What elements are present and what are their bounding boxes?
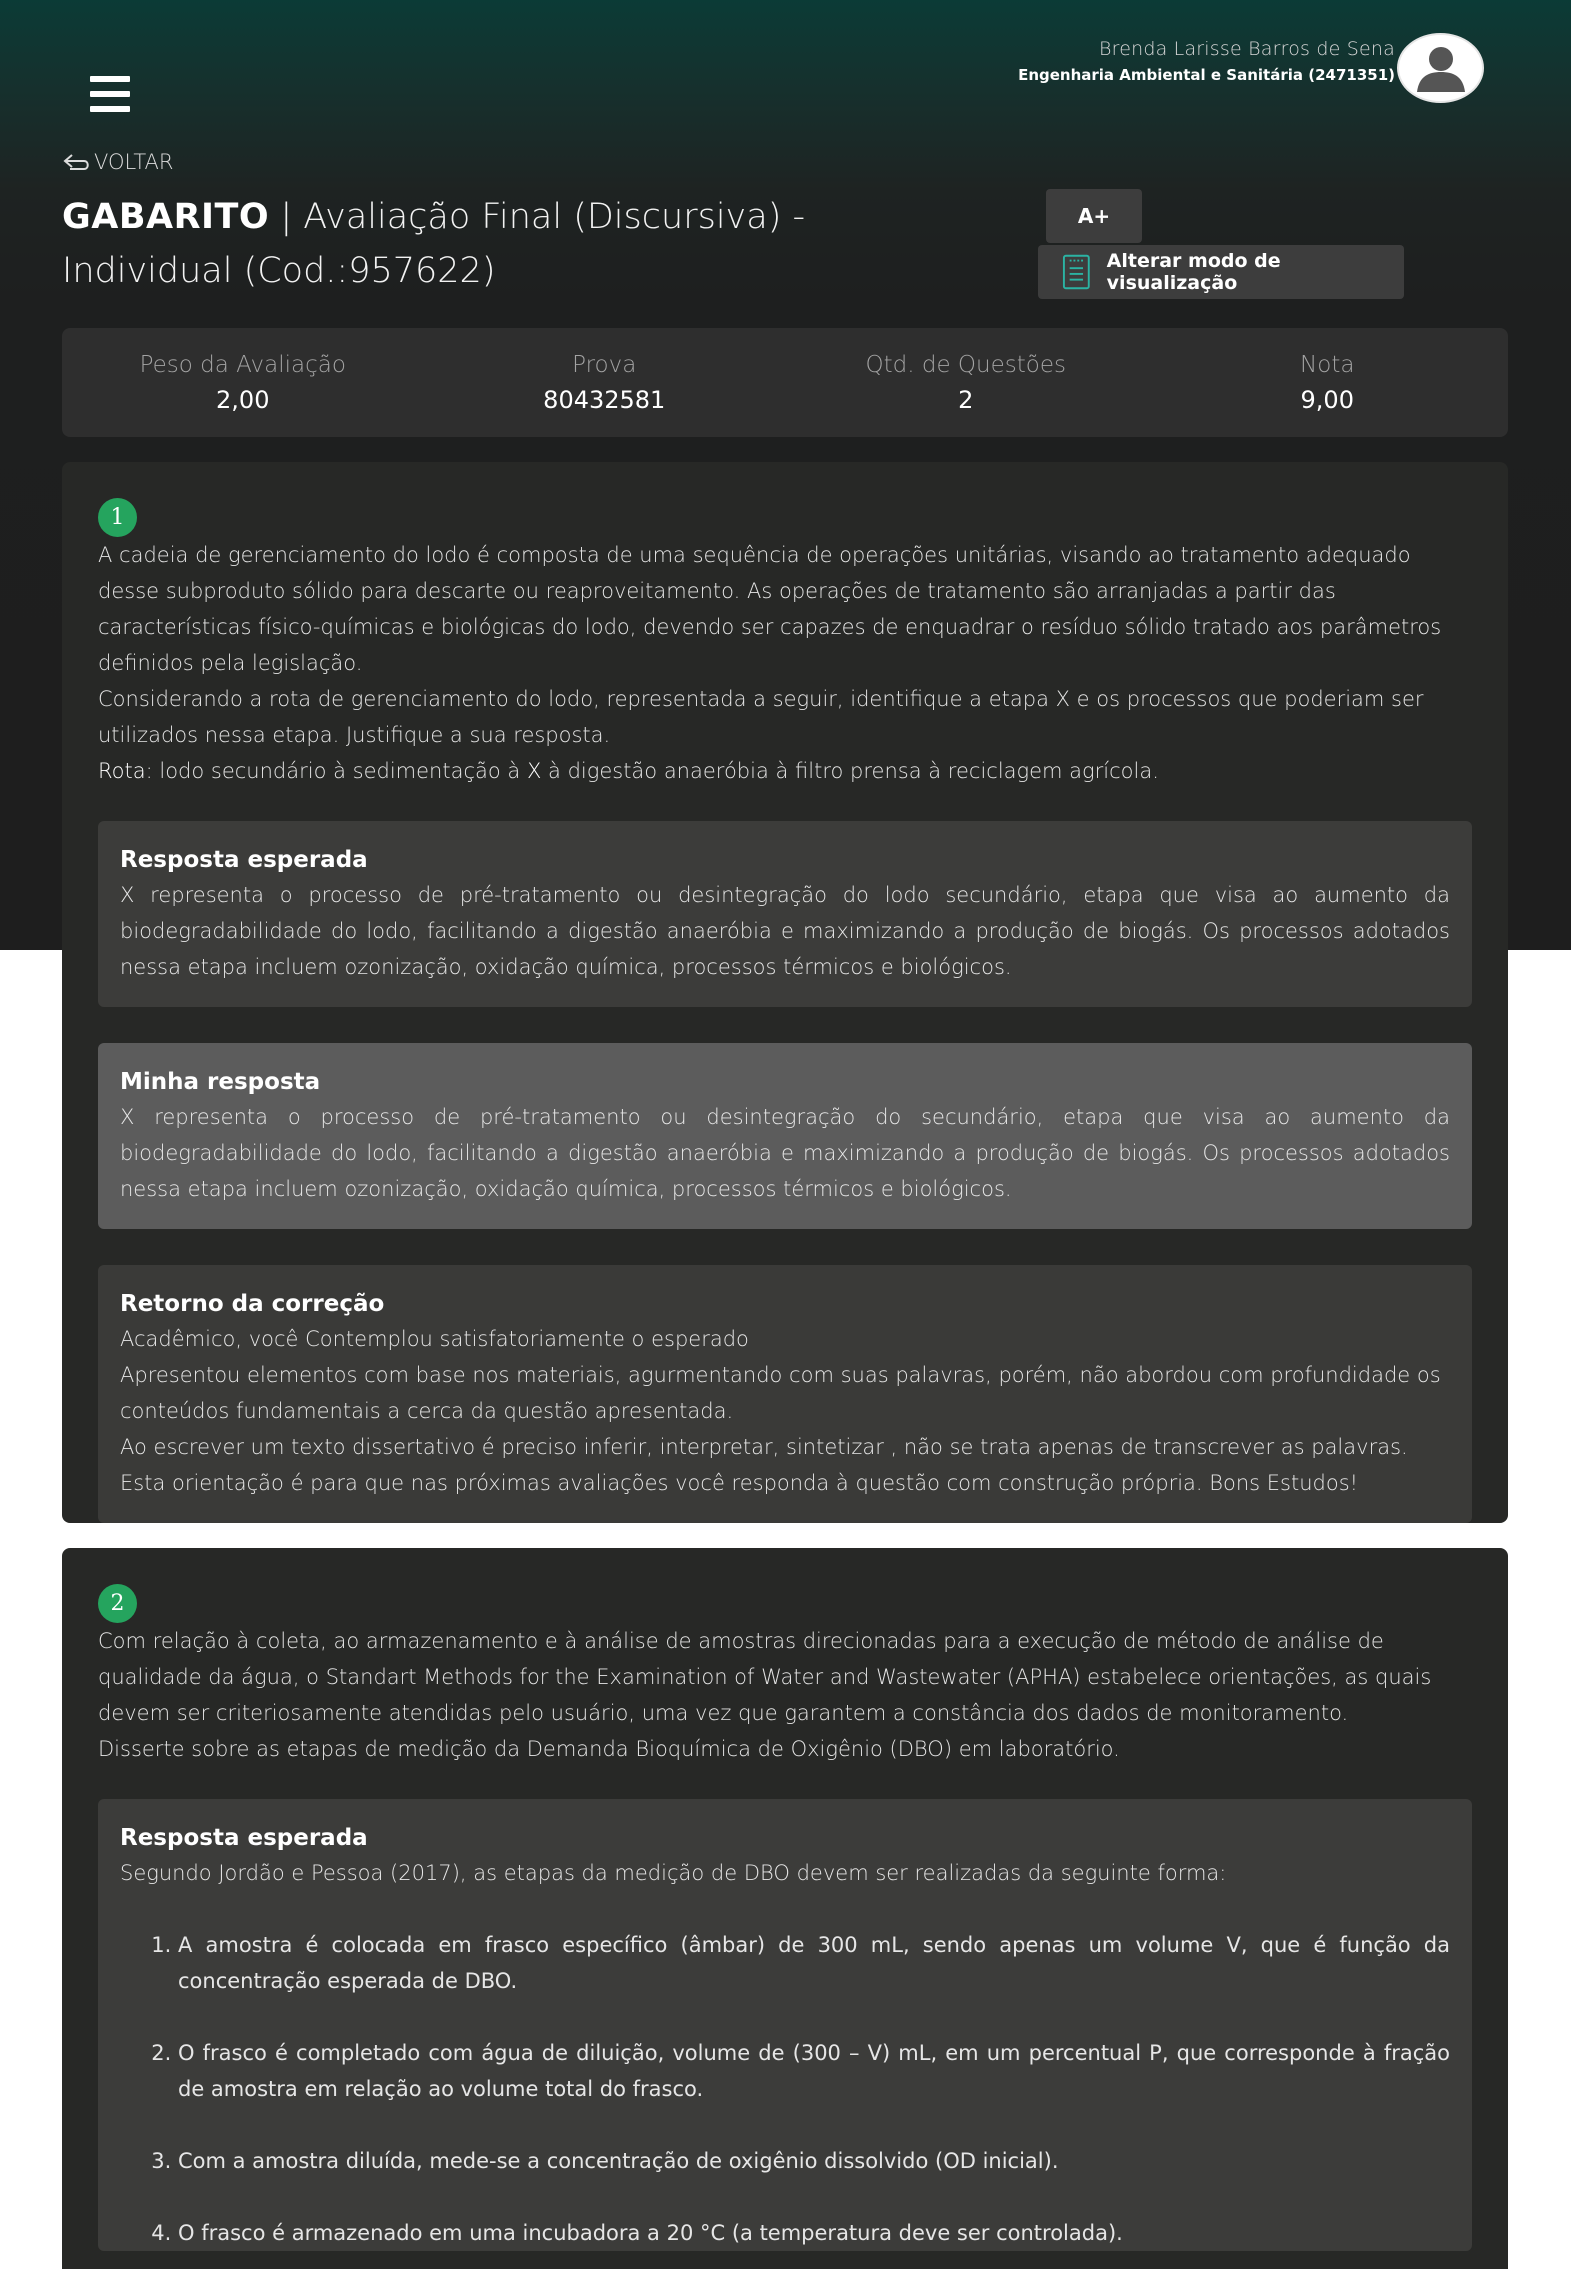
question-route	[98, 753, 1472, 789]
back-arrow-icon	[62, 152, 92, 172]
my-answer-box	[98, 1043, 1472, 1229]
view-mode-button[interactable]	[1038, 245, 1404, 299]
question-statement	[98, 537, 1472, 789]
expected-answer-title: Resposta esperada	[120, 847, 368, 873]
question-card-2	[62, 1548, 1508, 2269]
view-mode-label: Alterar modo de visualização	[1106, 250, 1281, 294]
document-icon	[1062, 253, 1091, 291]
summary-label: Prova	[572, 351, 637, 378]
page-title-rest: | Avaliação Final (Discursiva) - Individual (Cod.:957622)	[62, 197, 806, 291]
expected-answer-title: Resposta esperada	[120, 1825, 368, 1851]
feedback-title: Retorno da correção	[120, 1291, 385, 1317]
question-number-badge: 1	[98, 498, 137, 537]
expected-answer-box	[98, 1799, 1472, 2251]
back-link[interactable]	[62, 150, 174, 174]
route-x: X	[526, 759, 542, 783]
expected-answer-steps	[120, 1927, 1450, 2251]
evaluation-summary	[62, 328, 1508, 437]
expected-answer-text: X representa o processo de pré-tratamento ou desintegração do lodo secundário, etapa que visa ao aumento da biodegradabilidade do lodo, facilitando a digestão anaeróbia e maximizando a produção de biogás. Os processos adotados nessa etapa incluem ozonização, oxidação química, processos térmicos e biológicos.	[120, 883, 1450, 979]
route-label: Rota	[98, 759, 146, 783]
summary-value: 2	[958, 385, 974, 414]
summary-label: Peso da Avaliação	[139, 351, 346, 378]
list-item: 3. Com a amostra diluída, mede-se a concentração de oxigênio dissolvido (OD inicial).	[178, 2143, 1450, 2179]
menu-icon[interactable]	[90, 76, 130, 112]
question-card-1	[62, 462, 1508, 1523]
list-item: 2. O frasco é completado com água de diluição, volume de (300 – V) mL, em um percentual P, que corresponde à fração de amostra em relação ao volume total do frasco.	[178, 2035, 1450, 2107]
summary-weight	[62, 352, 424, 414]
feedback-line: Ao escrever um texto dissertativo é preciso inferir, interpretar, sintetizar , não se trata apenas de transcrever as palavras.	[120, 1435, 1408, 1459]
route-text: à digestão anaeróbia à filtro prensa à reciclagem agrícola.	[541, 759, 1159, 783]
increase-font-button[interactable]: A+	[1046, 189, 1142, 243]
summary-question-count	[785, 352, 1147, 414]
summary-value: 2,00	[216, 385, 270, 414]
question-paragraph: Com relação à coleta, ao armazenamento e à análise de amostras direcionadas para a execução de método de análise de qualidade da água, o Standart Methods for the Examination of Water and Wastewater (APHA) estabelece orientações, as quais devem ser criteriosamente atendidas pelo usuário, uma vez que garantem a constância dos dados de monitoramento.	[98, 1629, 1432, 1725]
feedback-box	[98, 1265, 1472, 1523]
question-paragraph: Considerando a rota de gerenciamento do lodo, representada a seguir, identifique a etapa X e os processos que poderiam ser utilizados nessa etapa. Justifique a sua resposta.	[98, 687, 1424, 747]
feedback-line: Acadêmico, você Contemplou satisfatoriamente o esperado	[120, 1327, 749, 1351]
feedback-line: Esta orientação é para que nas próximas avaliações você responda à questão com construção própria. Bons Estudos!	[120, 1471, 1359, 1495]
page-title	[62, 190, 882, 298]
question-number-badge: 2	[98, 1584, 137, 1623]
summary-value: 80432581	[543, 385, 666, 414]
expected-answer-box	[98, 821, 1472, 1007]
summary-exam	[424, 352, 786, 414]
my-answer-title: Minha resposta	[120, 1069, 321, 1095]
question-paragraph: Disserte sobre as etapas de medição da Demanda Bioquímica de Oxigênio (DBO) em laboratório.	[98, 1737, 1120, 1761]
user-course: Engenharia Ambiental e Sanitária (2471351)	[1018, 66, 1395, 84]
list-item: 1. A amostra é colocada em frasco específico (âmbar) de 300 mL, sendo apenas um volume V, que é função da concentração esperada de DBO.	[178, 1927, 1450, 1999]
list-item: 4. O frasco é armazenado em uma incubadora a 20 °C (a temperatura deve ser controlada).	[178, 2215, 1450, 2251]
question-paragraph: A cadeia de gerenciamento do lodo é composta de uma sequência de operações unitárias, visando ao tratamento adequado desse subproduto sólido para descarte ou reaproveitamento. As operações de tratamento são arranjadas a partir das características físico-químicas e biológicas do lodo, devendo ser capazes de enquadrar o resíduo sólido tratado aos parâmetros definidos pela legislação.	[98, 543, 1442, 675]
summary-grade	[1147, 352, 1509, 414]
page-title-bold: GABARITO	[62, 197, 270, 237]
my-answer-text: X representa o processo de pré-tratamento ou desintegração do secundário, etapa que visa ao aumento da biodegradabilidade do lodo, facilitando a digestão anaeróbia e maximizando a produção de biogás. Os processos adotados nessa etapa incluem ozonização, oxidação química, processos térmicos e biológicos.	[120, 1105, 1450, 1201]
summary-value: 9,00	[1300, 385, 1354, 414]
user-avatar-icon[interactable]	[1397, 33, 1484, 103]
question-statement	[98, 1623, 1472, 1767]
feedback-line: Apresentou elementos com base nos materiais, agurmentando com suas palavras, porém, não abordou com profundidade os conteúdos fundamentais a cerca da questão apresentada.	[120, 1363, 1441, 1423]
user-info	[1018, 38, 1395, 84]
user-name: Brenda Larisse Barros de Sena	[1098, 38, 1395, 60]
summary-label: Nota	[1300, 351, 1355, 378]
expected-answer-intro: Segundo Jordão e Pessoa (2017), as etapas da medição de DBO devem ser realizadas da seguinte forma:	[120, 1861, 1227, 1885]
back-label: VOLTAR	[94, 150, 174, 174]
route-text: : lodo secundário à sedimentação à	[145, 759, 527, 783]
summary-label: Qtd. de Questões	[865, 351, 1066, 378]
